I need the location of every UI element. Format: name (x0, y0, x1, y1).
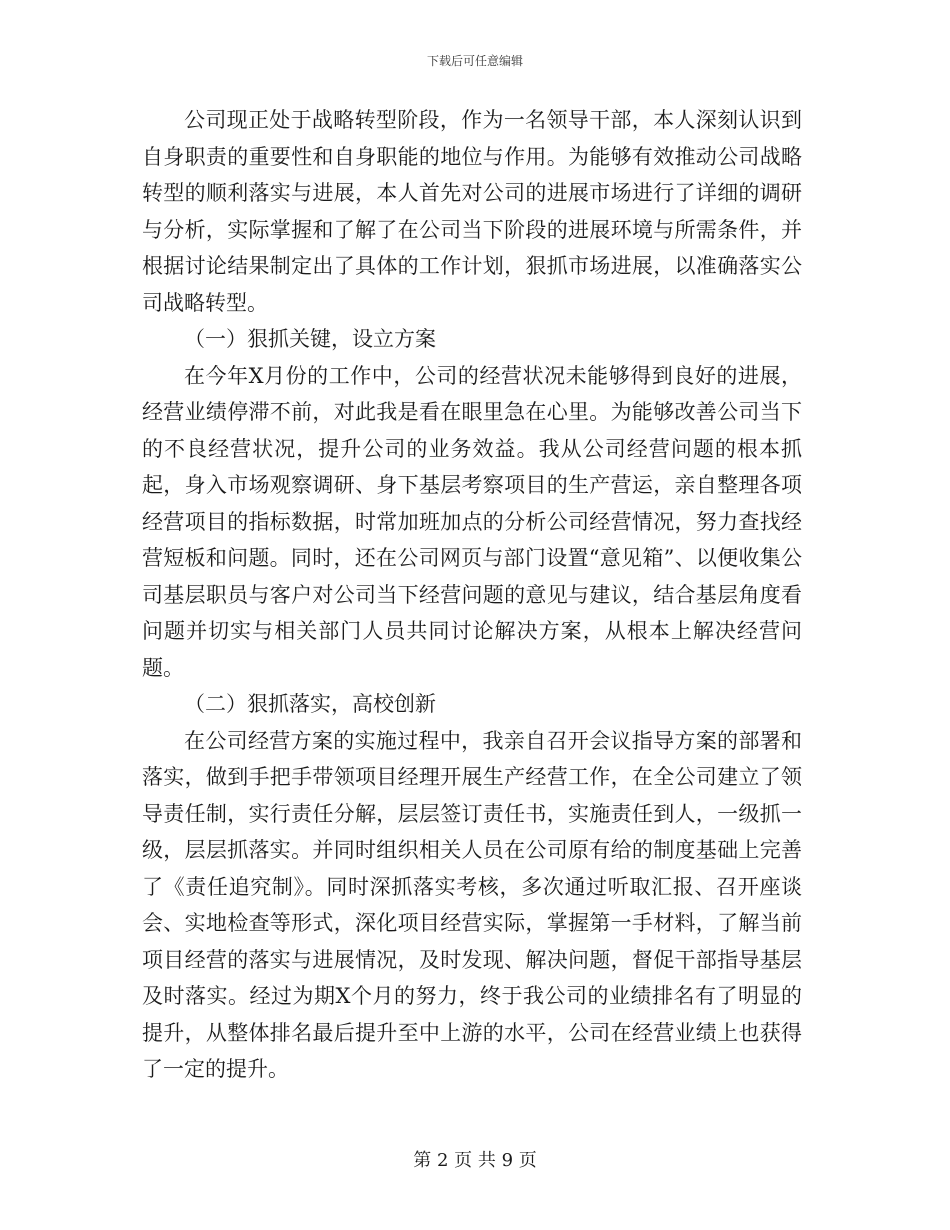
paragraph-section-2: 在公司经营方案的实施过程中，我亲自召开会议指导方案的部署和落实，做到手把手带领项目经理开展生产经营工作，在全公司建立了领导责任制，实行责任分解，层层签订责任书，实施责任到人，一级抓一级，层层抓落实。并同时组织相关人员在公司原有给的制度基础上完善了《责任追究制》。同时深抓落实考核，多次通过听取汇报、召开座谈会、实地检查等形式，深化项目经营实际，掌握第一手材料，了解当前项目经营的落实与进展情况，及时发现、解决问题，督促干部指导基层及时落实。经过为期X个月的努力，终于我公司的业绩排名有了明显的提升，从整体排名最后提升至中上游的水平，公司在经营业绩上也获得了一定的提升。 (142, 728, 802, 1081)
page-number: 第 2 页 共 9 页 (413, 1150, 537, 1171)
paragraph-intro: 公司现正处于战略转型阶段，作为一名领导干部，本人深刻认识到自身职责的重要性和自身职能的地位与作用。为能够有效推动公司战略转型的顺利落实与进展，本人首先对公司的进展市场进行了详细的调研与分析，实际掌握和了解了在公司当下阶段的进展环境与所需条件，并根据讨论结果制定出了具体的工作计划，狠抓市场进展，以准确落实公司战略转型。 (142, 108, 802, 315)
document-body (142, 102, 802, 1088)
section-heading-2: （二）狠抓落实，高校创新 (184, 692, 436, 716)
page-header: 下载后可任意编辑 (426, 54, 523, 68)
paragraph-section-1: 在今年X月份的工作中，公司的经营状况未能够得到良好的进展，经营业绩停滞不前，对此我是看在眼里急在心里。为能够改善公司当下的不良经营状况，提升公司的业务效益。我从公司经营问题的根本抓起，身入市场观察调研、身下基层考察项目的生产营运，亲自整理各项经营项目的指标数据，时常加班加点的分析公司经营情况，努力查找经营短板和问题。同时，还在公司网页与部门设置“意见箱”、以便收集公司基层职员与客户对公司当下经营问题的意见与建议，结合基层角度看问题并切实与相关部门人员共同讨论解决方案，从根本上解决经营问题。 (142, 363, 802, 680)
section-heading-1: （一）狠抓关键，设立方案 (184, 327, 436, 351)
